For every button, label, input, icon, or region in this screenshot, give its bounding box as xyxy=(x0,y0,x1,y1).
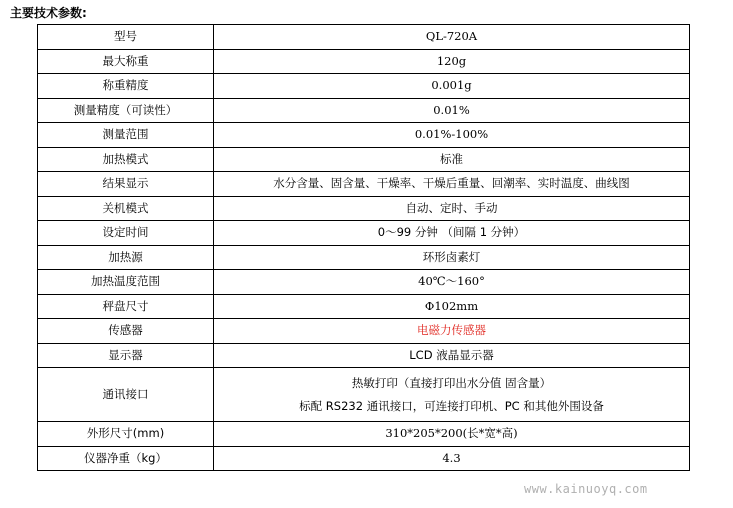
row-value: 0.01%-100% xyxy=(214,123,690,148)
table-row xyxy=(38,319,690,344)
row-value: 310*205*200(长*宽*高) xyxy=(214,422,690,447)
table-row xyxy=(38,196,690,221)
row-label: 关机模式 xyxy=(38,196,214,221)
row-label: 测量范围 xyxy=(38,123,214,148)
table-row xyxy=(38,49,690,74)
row-label: 传感器 xyxy=(38,319,214,344)
row-value: 0～99 分钟 （间隔 1 分钟） xyxy=(214,221,690,246)
table-row xyxy=(38,368,690,422)
row-value: 120g xyxy=(214,49,690,74)
row-value: 自动、定时、手动 xyxy=(214,196,690,221)
row-label: 显示器 xyxy=(38,343,214,368)
row-value: 40℃～160° xyxy=(214,270,690,295)
row-value: 环形卤素灯 xyxy=(214,245,690,270)
row-value: 0.001g xyxy=(214,74,690,99)
row-label: 加热模式 xyxy=(38,147,214,172)
table-row xyxy=(38,123,690,148)
row-label: 结果显示 xyxy=(38,172,214,197)
table-row xyxy=(38,98,690,123)
row-value: QL-720A xyxy=(214,25,690,50)
table-row xyxy=(38,422,690,447)
row-label: 外形尺寸(mm) xyxy=(38,422,214,447)
table-row xyxy=(38,446,690,471)
table-row xyxy=(38,25,690,50)
row-label: 通讯接口 xyxy=(38,368,214,422)
row-value: Φ102mm xyxy=(214,294,690,319)
row-value: 0.01% xyxy=(214,98,690,123)
table-row xyxy=(38,74,690,99)
row-value xyxy=(214,368,690,422)
row-value: 标准 xyxy=(214,147,690,172)
table-row xyxy=(38,270,690,295)
row-label: 秤盘尺寸 xyxy=(38,294,214,319)
table-row xyxy=(38,294,690,319)
spec-table xyxy=(37,24,690,471)
row-label: 设定时间 xyxy=(38,221,214,246)
row-value-line: 热敏打印（直接打印出水分值 固含量） xyxy=(351,375,552,390)
watermark-url: www.kainuoyq.com xyxy=(524,482,648,496)
table-row xyxy=(38,245,690,270)
section-heading: 主要技术参数: xyxy=(10,6,87,20)
table-row xyxy=(38,343,690,368)
row-label: 最大称重 xyxy=(38,49,214,74)
table-row xyxy=(38,172,690,197)
row-label: 加热温度范围 xyxy=(38,270,214,295)
table-row xyxy=(38,147,690,172)
row-label: 加热源 xyxy=(38,245,214,270)
row-value: 4.3 xyxy=(214,446,690,471)
row-label: 称重精度 xyxy=(38,74,214,99)
table-row xyxy=(38,221,690,246)
row-value: LCD 液晶显示器 xyxy=(214,343,690,368)
row-label: 测量精度（可读性） xyxy=(38,98,214,123)
row-value: 水分含量、固含量、干燥率、干燥后重量、回潮率、实时温度、曲线图 xyxy=(214,172,690,197)
row-value-highlight: 电磁力传感器 xyxy=(214,319,690,344)
row-value-line: 标配 RS232 通讯接口，可连接打印机、PC 和其他外围设备 xyxy=(299,398,604,413)
row-label: 型号 xyxy=(38,25,214,50)
row-label: 仪器净重（kg） xyxy=(38,446,214,471)
